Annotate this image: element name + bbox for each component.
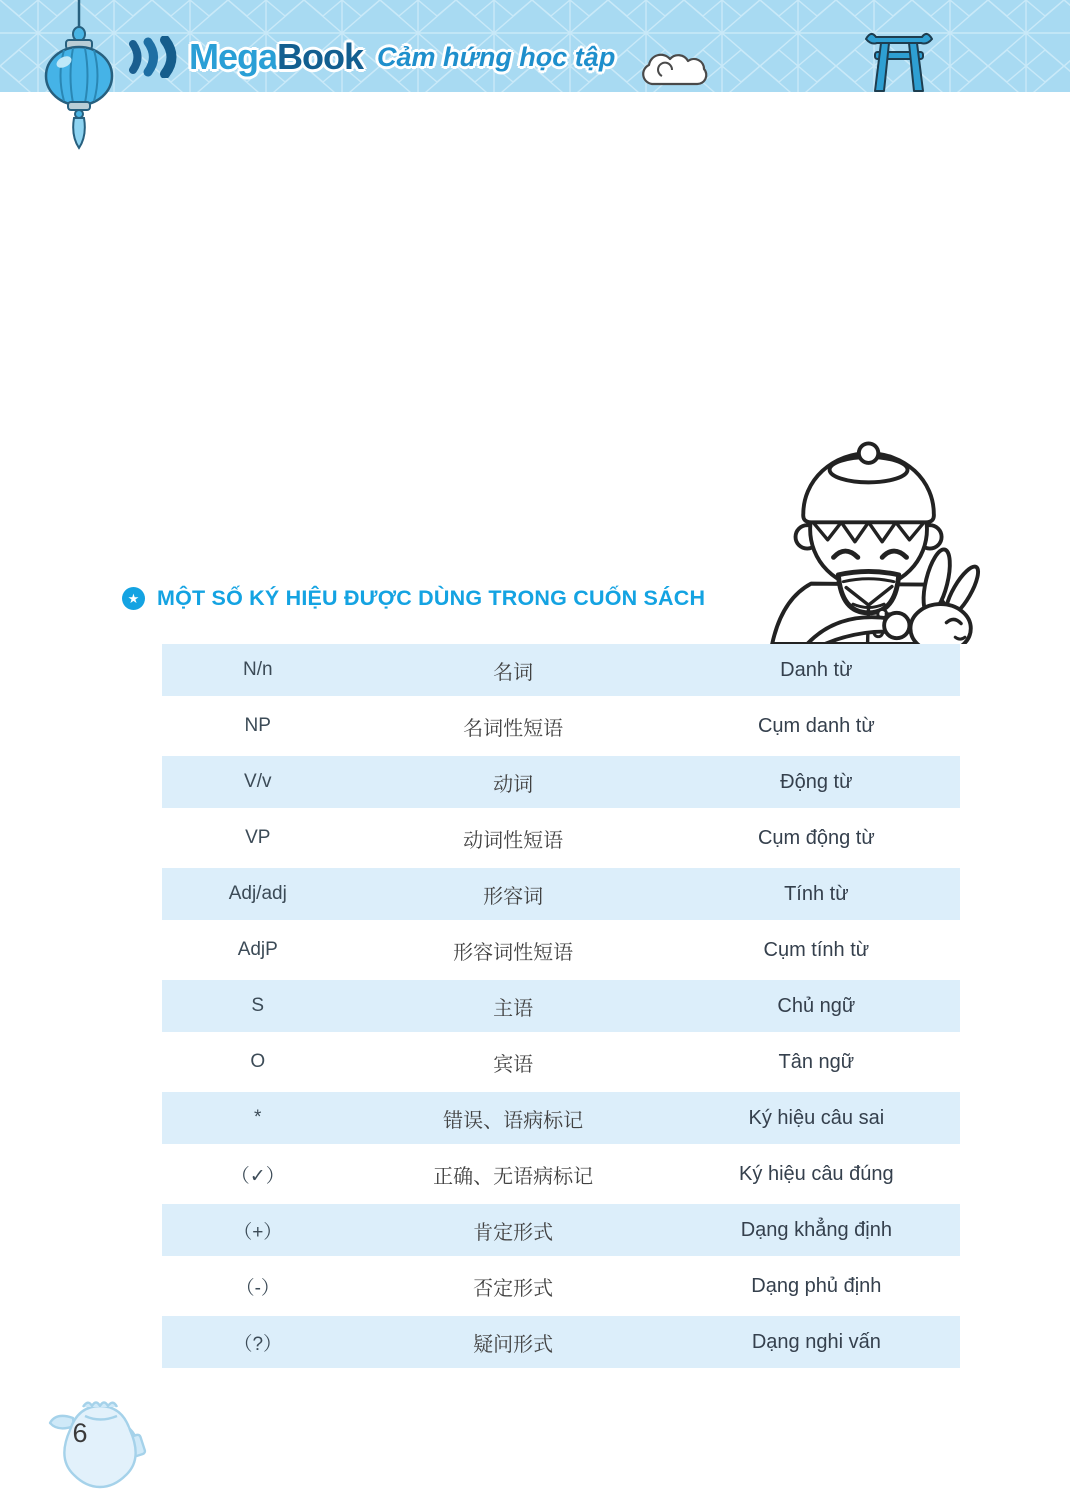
- vietnamese-cell: Dạng nghi vấn: [751, 1330, 881, 1353]
- vietnamese-cell: Dạng khẳng định: [740, 1218, 892, 1241]
- boy-holding-rabbit-illustration: [748, 422, 993, 644]
- symbol-cell: Adj/adj: [228, 883, 287, 904]
- symbol-cell: （+）: [233, 1221, 283, 1243]
- vietnamese-cell: Cụm tính từ: [763, 938, 870, 961]
- vietnamese-cell: Danh từ: [780, 658, 853, 681]
- chinese-cell: 肯定形式: [473, 1221, 554, 1244]
- chinese-cell: 错误、语病标记: [443, 1109, 584, 1132]
- chinese-cell: 宾语: [493, 1053, 534, 1076]
- chinese-cell: 疑问形式: [473, 1333, 554, 1356]
- symbol-cell: NP: [244, 715, 271, 736]
- chinese-cell: 形容词性短语: [453, 941, 574, 964]
- symbol-cell: （?）: [233, 1333, 283, 1355]
- symbols-table: [162, 644, 960, 1368]
- brand-book: Book: [277, 36, 364, 77]
- table-row: [162, 700, 960, 752]
- chinese-cell: 名词: [493, 661, 534, 684]
- vietnamese-cell: Tân ngữ: [778, 1050, 855, 1073]
- symbol-cell: O: [250, 1051, 266, 1072]
- brand-mega: Mega: [189, 36, 278, 77]
- brand-tagline: Cảm hứng học tập: [377, 41, 616, 72]
- table-row: [162, 1204, 960, 1256]
- symbol-cell: AdjP: [237, 939, 278, 960]
- section-title: MỘT SỐ KÝ HIỆU ĐƯỢC DÙNG TRONG CUỐN SÁCH: [157, 586, 706, 610]
- chinese-cell: 动词性短语: [463, 829, 564, 852]
- symbol-cell: （-）: [235, 1277, 280, 1299]
- symbol-cell: （✓）: [230, 1165, 285, 1187]
- chinese-cell: 正确、无语病标记: [433, 1165, 594, 1188]
- table-row: [162, 868, 960, 920]
- section-heading: [122, 586, 705, 611]
- chinese-cell: 主语: [493, 997, 534, 1020]
- table-row: [162, 644, 960, 696]
- table-row: [162, 980, 960, 1032]
- symbol-cell: N/n: [242, 659, 273, 680]
- symbol-cell: S: [251, 995, 265, 1016]
- star-badge-icon: ★: [122, 587, 145, 610]
- brand-logo: [128, 36, 615, 78]
- torii-gate-icon: [862, 28, 936, 94]
- vietnamese-cell: Cụm danh từ: [757, 714, 875, 737]
- vietnamese-cell: Dạng phủ định: [751, 1274, 882, 1297]
- chinese-cell: 否定形式: [473, 1277, 554, 1300]
- symbol-cell: VP: [245, 827, 271, 848]
- cloud-icon: [636, 46, 712, 90]
- chinese-cell: 动词: [493, 773, 534, 796]
- table-row: [162, 1260, 960, 1312]
- table-row: [162, 812, 960, 864]
- symbol-cell: V/v: [244, 771, 272, 792]
- vietnamese-cell: Cụm động từ: [757, 826, 875, 849]
- vietnamese-cell: Tính từ: [784, 882, 849, 905]
- table-row: [162, 1148, 960, 1200]
- lantern-icon: [40, 0, 118, 152]
- vietnamese-cell: Ký hiệu câu sai: [748, 1106, 885, 1129]
- vietnamese-cell: Chủ ngữ: [777, 994, 856, 1017]
- symbol-cell: *: [254, 1107, 262, 1128]
- vietnamese-cell: Động từ: [780, 770, 853, 793]
- table-row: [162, 756, 960, 808]
- table-row: [162, 1092, 960, 1144]
- chinese-cell: 名词性短语: [463, 717, 564, 740]
- brand-wordmark: [189, 36, 363, 78]
- table-row: [162, 1036, 960, 1088]
- triple-arc-icon: [128, 36, 180, 78]
- table-row: [162, 1316, 960, 1368]
- chinese-cell: 形容词: [483, 885, 544, 908]
- table-row: [162, 924, 960, 976]
- vietnamese-cell: Ký hiệu câu đúng: [739, 1162, 894, 1185]
- page-number: 6: [72, 1418, 88, 1448]
